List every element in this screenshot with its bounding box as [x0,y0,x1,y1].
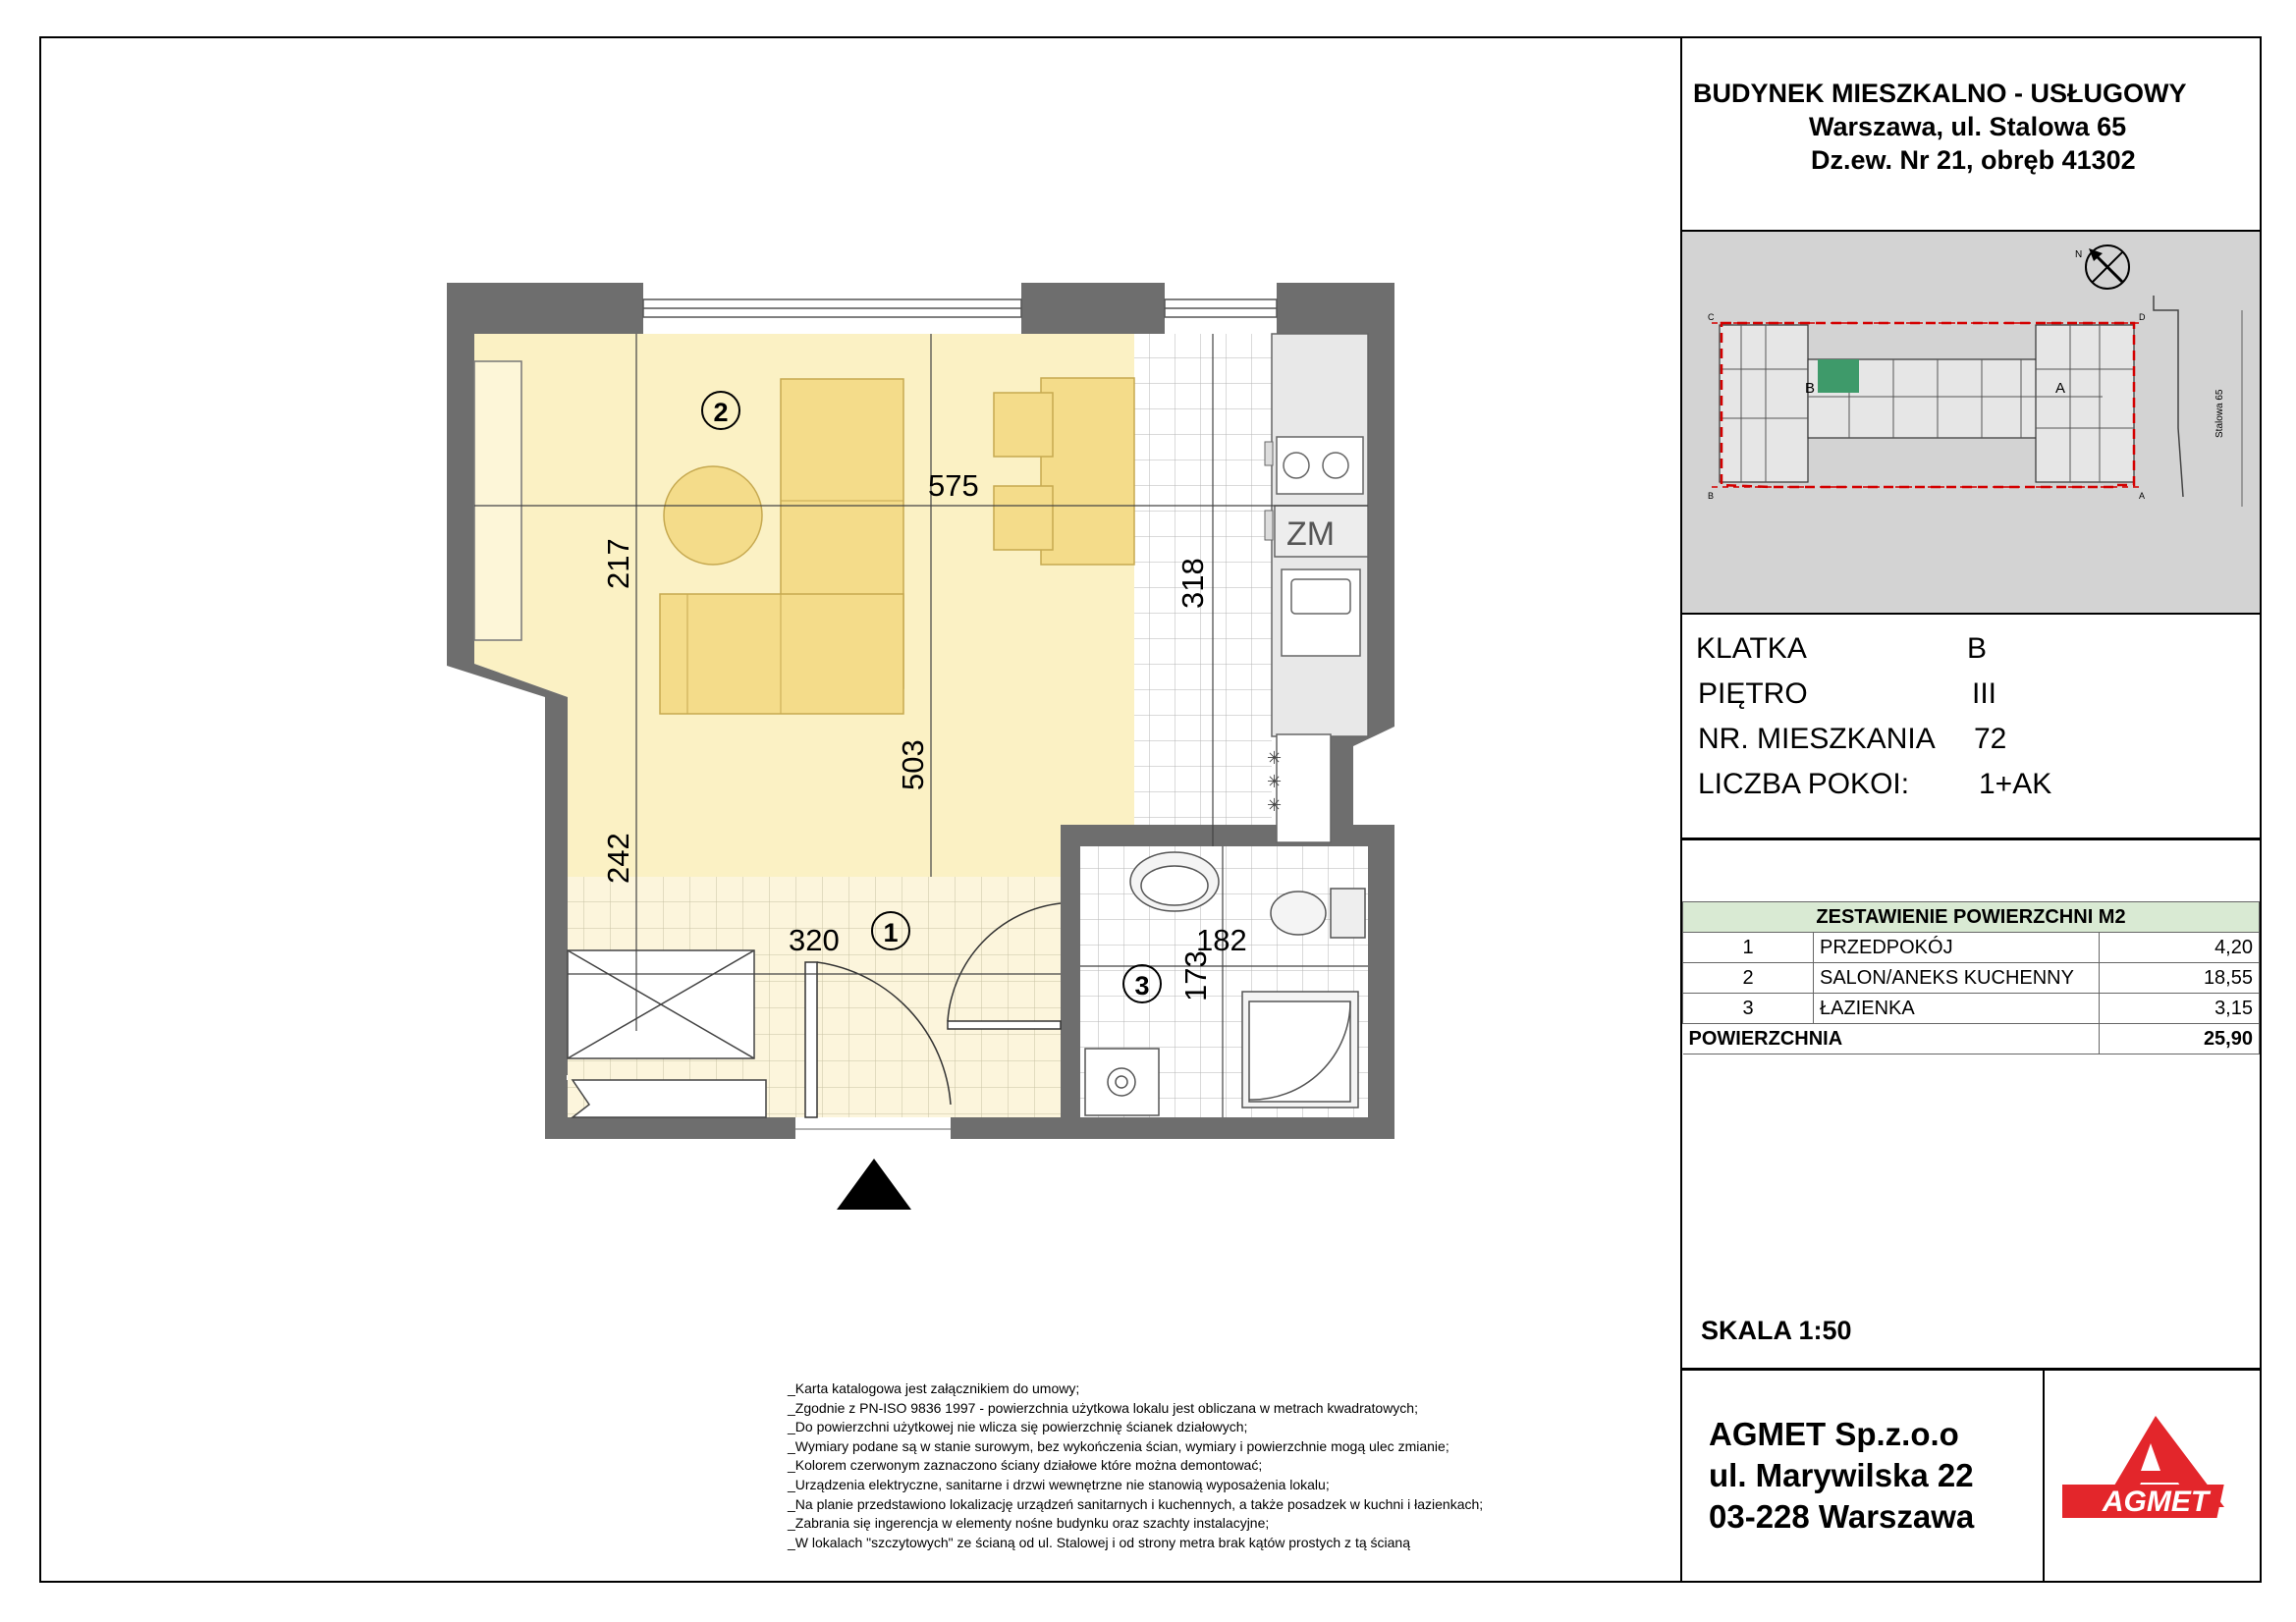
note-line: _Kolorem czerwonym zaznaczono ściany działowe które można demontować; [788,1457,1263,1474]
section-label: B [1708,491,1715,501]
info-label-floor: PIĘTRO [1698,677,1808,710]
entrance-arrow-icon [837,1159,911,1210]
dimension-242: 242 [601,833,635,884]
svg-text:N: N [2075,249,2083,260]
note-line: _Urządzenia elektryczne, sanitarne i drzwi wewnętrzne nie stanowią wyposażenia lokalu; [788,1476,1330,1492]
svg-text:AGMET: AGMET [2102,1486,2210,1518]
info-label-apt-no: NR. MIESZKANIA [1698,723,1936,755]
table-total-row: POWIERZCHNIA 25,90 [1683,1024,2260,1054]
info-value-floor: III [1972,677,1997,710]
building-title [1687,77,2262,177]
note-line: _Do powierzchni użytkowej nie wlicza się powierzchnię ścianek działowych; [788,1419,1248,1435]
area-table-header: ZESTAWIENIE POWIERZCHNI M2 [1683,902,2260,933]
apartment-info [1682,613,2262,840]
table-row: 2 SALON/ANEKS KUCHENNY 18,55 [1683,963,2260,994]
company-street: ul. Marywilska 22 [1709,1457,1974,1493]
section-label: A [2139,491,2146,501]
wardrobe [568,950,754,1058]
agmet-logo [2062,1414,2249,1541]
apartment-highlight [1818,359,1859,393]
company-address [1709,1414,1974,1538]
table-row: 3 ŁAZIENKA 3,15 [1683,994,2260,1024]
company-name: AGMET Sp.z.o.o [1709,1416,1959,1452]
room-number: 1 [883,918,899,947]
note-line: _Zgodnie z PN-ISO 9836 1997 - powierzchnia użytkowa lokalu jest obliczana w metrach kwadratowych; [788,1399,1418,1416]
info-label-stair: KLATKA [1696,632,1807,665]
building-parcel: Dz.ew. Nr 21, obręb 41302 [1811,145,2136,175]
bed [474,361,521,640]
street-label: Stalowa 65 [2214,389,2225,438]
table-row: 1 PRZEDPOKÓJ 4,20 [1683,933,2260,963]
notes [788,1379,1483,1552]
room-number: 2 [713,398,729,427]
building-address: Warszawa, ul. Stalowa 65 [1809,112,2127,141]
stair-label-b: B [1805,380,1816,397]
dimension-173: 173 [1178,950,1213,1001]
site-plan [1682,232,2260,613]
building-type: BUDYNEK MIESZKALNO - USŁUGOWY [1693,79,2187,108]
stair-label-a: A [2055,380,2066,397]
company-separator [2043,1368,2045,1583]
svg-text:✳: ✳ [1267,795,1283,815]
entrance-cabinet [573,1080,766,1117]
scale-label: SKALA 1:50 [1701,1316,1852,1345]
windows [643,299,1277,317]
note-line: _Karta katalogowa jest załącznikiem do umowy; [788,1380,1080,1396]
fridge-stars [1267,748,1282,815]
dimension-318: 318 [1175,558,1210,609]
area-table [1682,901,2260,1054]
svg-text:✳: ✳ [1267,748,1283,768]
dimension-575: 575 [928,468,979,503]
dimension-182: 182 [1196,923,1247,957]
note-line: _Na planie przedstawiono lokalizację urządzeń sanitarnych i kuchennych, a także posadzek w kuchni i łazienkach; [788,1495,1484,1512]
dimension-217: 217 [601,538,635,589]
north-arrow-icon [2075,245,2129,289]
note-line: _Wymiary podane są w stanie surowym, bez wykończenia ścian, wymiary i powierzchnie mogą ulec zmianie; [788,1437,1449,1454]
info-value-rooms: 1+AK [1979,768,2052,800]
note-line: _W lokalach "szczytowych" ze ścianą od ul. Stalowej i od strony metra brak kątów prostych z tą ścianą [788,1534,1410,1550]
info-value-apt-no: 72 [1974,723,2007,755]
dimension-503: 503 [896,739,930,790]
svg-text:✳: ✳ [1267,772,1283,791]
coffee-table [664,466,762,565]
company-city: 03-228 Warszawa [1709,1498,1975,1535]
room-number: 3 [1134,971,1150,1000]
section-label: D [2139,312,2146,322]
info-value-stair: B [1967,632,1988,665]
note-line: _Zabrania się ingerencja w elementy nośne budynku oraz szachty instalacyjne; [788,1515,1270,1532]
kitchen-counter [1272,334,1368,842]
meter-label: ZM [1286,515,1336,553]
section-label: C [1708,312,1715,322]
info-label-rooms: LICZBA POKOI: [1698,768,1910,800]
dimension-320: 320 [789,923,840,957]
